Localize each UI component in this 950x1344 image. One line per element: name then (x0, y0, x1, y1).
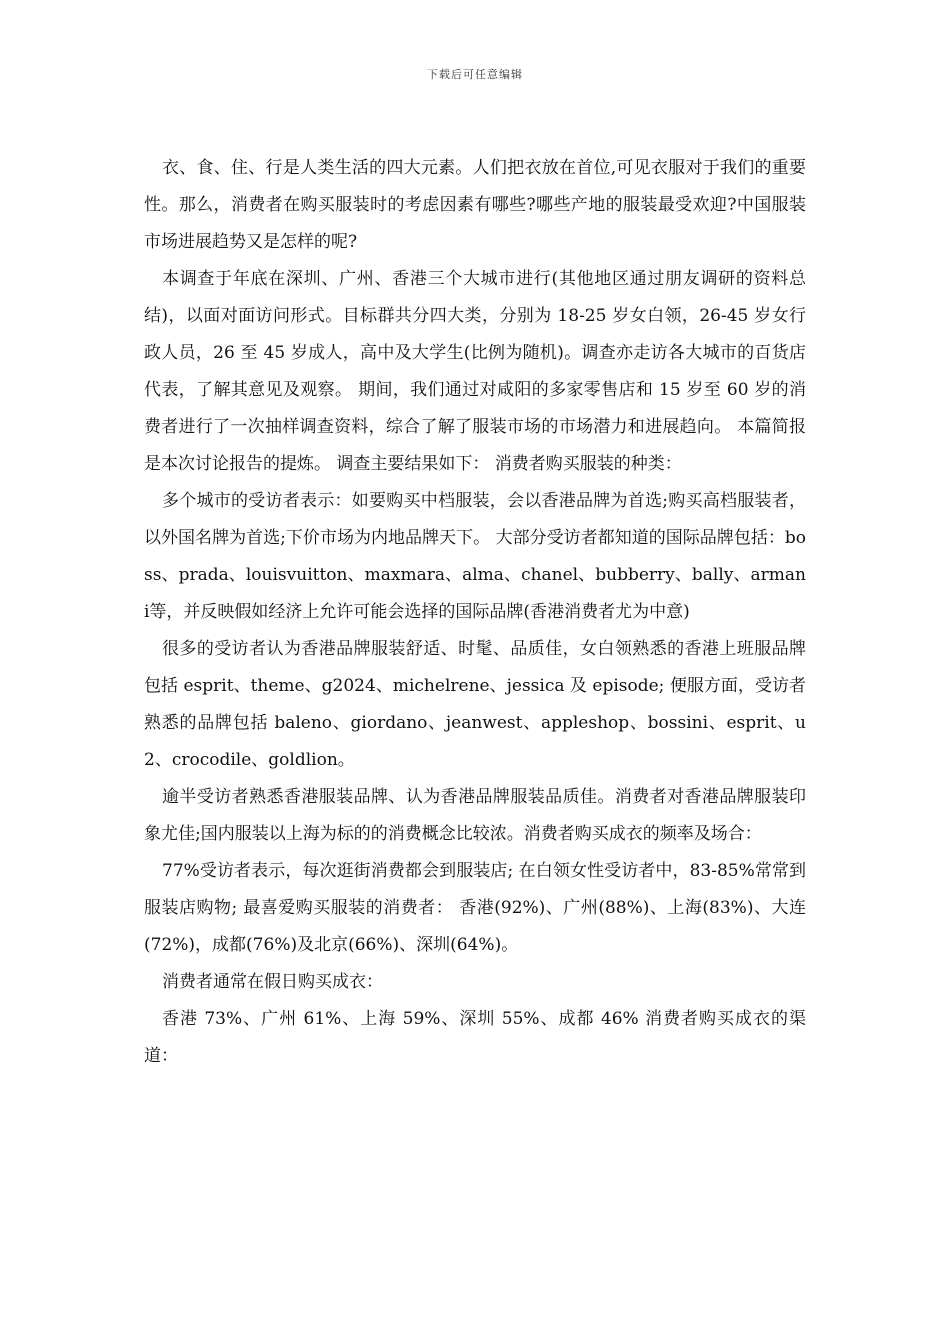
document-body (144, 150, 806, 1075)
paragraph-survey-method: 本调查于年底在深圳、广州、香港三个大城市进行(其他地区通过朋友调研的资料总结)，以面对面访问形式。目标群共分四大类，分别为 18-25 岁女白领，26-45 岁女行政人员，26 至 45 岁成人，高中及大学生(比例为随机)。调查亦走访各大城市的百货店代表，了解其意见及观察。 期间，我们通过对咸阳的多家零售店和 15 岁至 60 岁的消费者进行了一次抽样调查资料，综合了解了服装市场的市场潜力和进展趋向。 本篇简报是本次讨论报告的提炼。 调查主要结果如下： 消费者购买服装的种类： (144, 269, 806, 474)
paragraph-city-stats: 香港 73%、广州 61%、上海 59%、深圳 55%、成都 46% 消费者购买成衣的渠道： (144, 1009, 806, 1066)
paragraph-hk-brands: 很多的受访者认为香港品牌服装舒适、时髦、品质佳，女白领熟悉的香港上班服品牌包括 esprit、theme、g2024、michelrene、jessica 及 episode; 便服方面，受访者熟悉的品牌包括 baleno、giordano、jeanwest、appleshop、bossini、esprit、u2、crocodile、goldlion。 (144, 639, 806, 770)
header-note: 下载后可任意编辑 (427, 68, 523, 81)
paragraph-intro: 衣、食、住、行是人类生活的四大元素。人们把衣放在首位,可见衣服对于我们的重要性。那么，消费者在购买服装时的考虑因素有哪些?哪些产地的服装最受欢迎?中国服装市场进展趋势又是怎样的呢? (144, 158, 806, 252)
paragraph-brand-preference: 多个城市的受访者表示：如要购买中档服装，会以香港品牌为首选;购买高档服装者，以外国名牌为首选;下价市场为内地品牌天下。 大部分受访者都知道的国际品牌包括：boss、prada、louisvuitton、maxmara、alma、chanel、bubberry、bally、armani等，并反映假如经济上允许可能会选择的国际品牌(香港消费者尤为中意) (144, 491, 806, 622)
paragraph-holiday-shopping: 消费者通常在假日购买成衣： (162, 972, 383, 992)
paragraph-shopping-frequency: 77%受访者表示，每次逛街消费都会到服装店; 在白领女性受访者中，83-85%常常到服装店购物; 最喜爱购买服装的消费者： 香港(92%)、广州(88%)、上海(83%)、大连(72%)，成都(76%)及北京(66%)、深圳(64%)。 (144, 861, 806, 955)
paragraph-hk-quality: 逾半受访者熟悉香港服装品牌、认为香港品牌服装品质佳。消费者对香港品牌服装印象尤佳;国内服装以上海为标的的消费概念比较浓。消费者购买成衣的频率及场合： (144, 787, 806, 844)
